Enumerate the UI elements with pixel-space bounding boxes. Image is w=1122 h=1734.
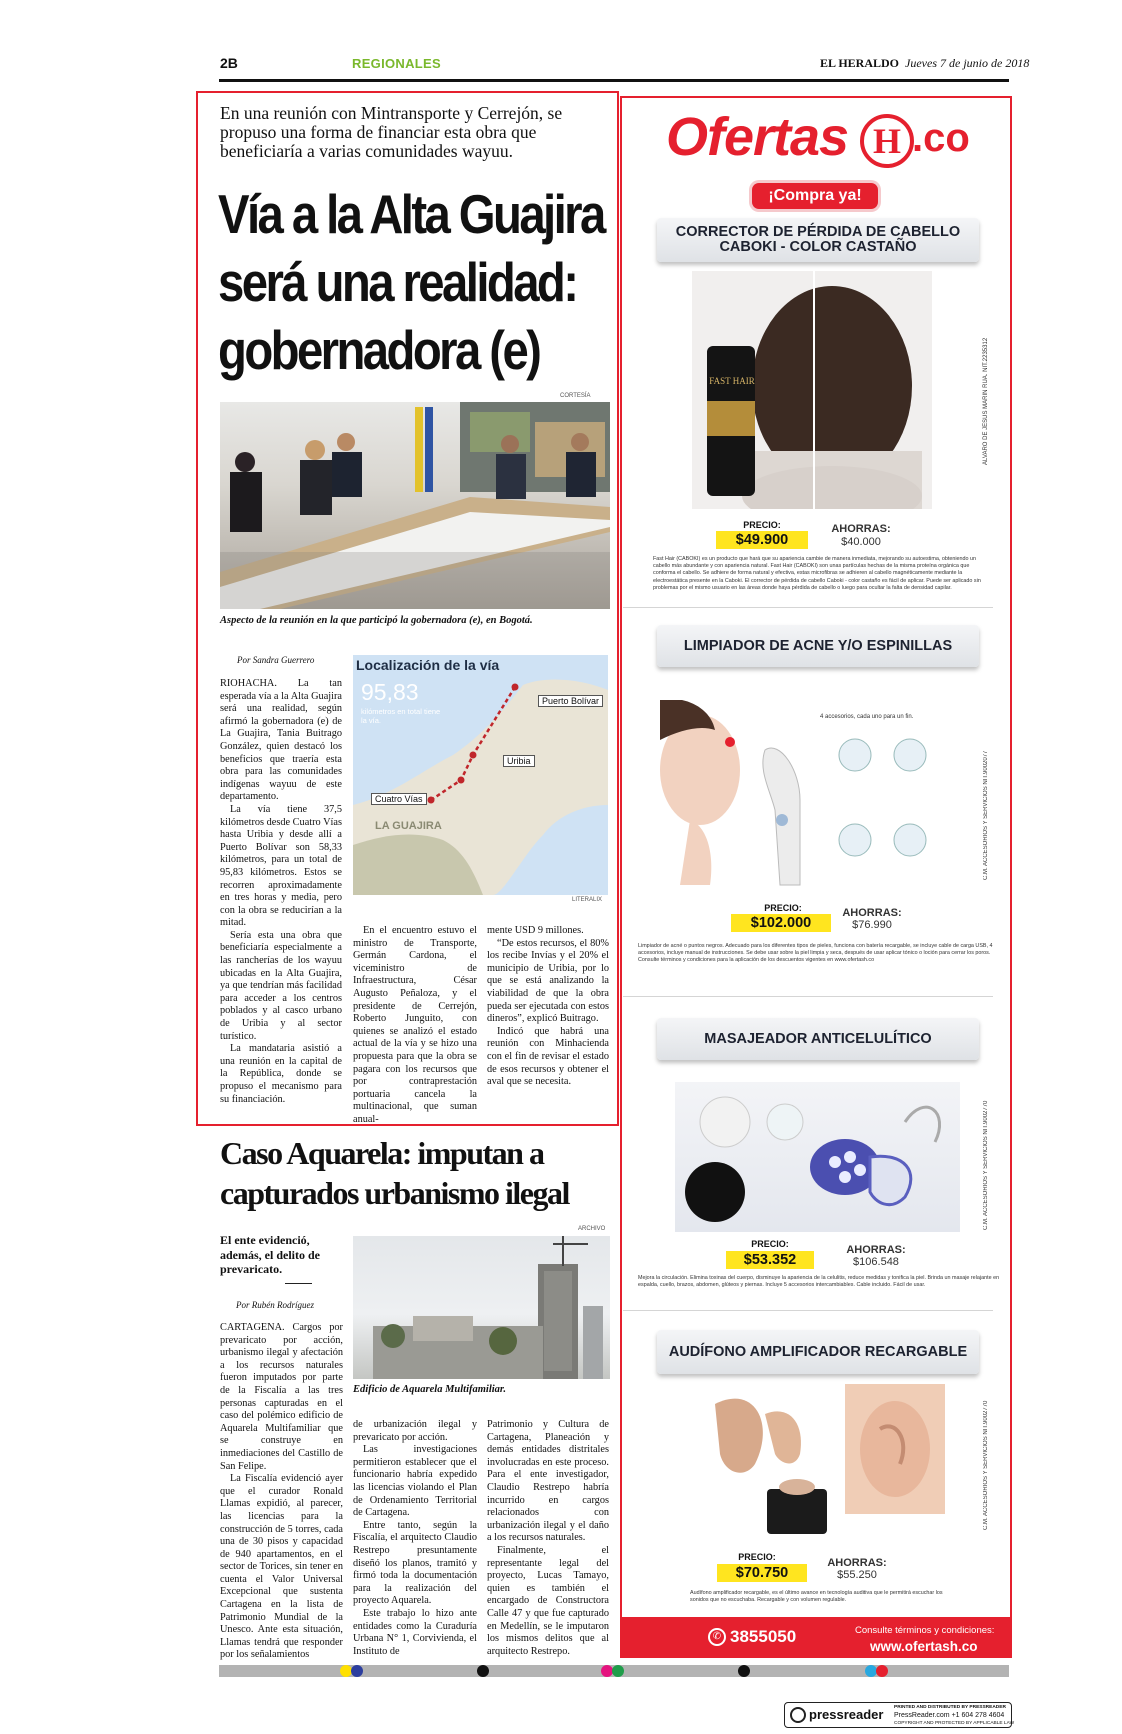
price-label: PRECIO: — [738, 1552, 776, 1562]
product-description: Limpiador de acné o puntos negros. Adecuado para los diferentes tipos de pieles, funciona con batería recargable, se incluye cable de carga USB, 4 accesorios, incluye manual de instrucciones. Se debe usar sobre la piel limpia y seca, después de usar aplicar tónico o loción para cerrar los poros. Consulte términos y condiciones para la aplicación de los descuentos vigentes en www.ofertash.co — [638, 943, 993, 964]
article2-column-2 — [353, 1419, 477, 1658]
product-brand: FAST HAIR — [709, 376, 755, 386]
savings-label: AHORRAS: — [842, 907, 902, 919]
logo-ofertas: Ofertas — [666, 107, 849, 167]
article1-headline: Vía a la Alta Guajira será una realidad: gobernadora (e) — [218, 183, 604, 381]
accessories-note: 4 accesorios, cada uno para un fin. — [820, 714, 914, 720]
contact-phone[interactable]: 3855050 — [730, 1627, 797, 1646]
photo-caption: Edificio de Aquarela Multifamiliar. — [353, 1384, 507, 1395]
meeting-photo — [220, 402, 610, 609]
article2-column-3 — [487, 1419, 609, 1658]
logo-h-badge: H — [860, 114, 914, 168]
product-image-massager — [675, 1082, 960, 1232]
product-description: Mejora la circulación. Elimina toxinas del cuerpo, disminuye la apariencia de la celulitis, reduce medidas y tonifica la piel. Brinda un masaje relajante en espalda, cuello, brazos, abdomen, glúteos y piernas. Incluye 5 accesorios intercambiables. Cable incluido. Fácil de usar. — [638, 1275, 1000, 1289]
article1-column-1 — [220, 678, 342, 1106]
paragraph: Sería esta una obra que beneficiaría especialmente a las rancherías de los wayuu ubicadas en la Alta Guajira, ya que tendrían más facilidad para acceder a los centros poblados y al casco urbano de Uribia y al sector turístico. — [220, 929, 342, 1042]
paragraph: La Fiscalía evidenció ayer que el curador Ronald Llamas expidió, al parecer, las licencias para la construcción de 5 torres, cada una de 30 pisos y capacidad de 940 apartamentos, en el sector de Torices, sin tener en cuenta el Valor Universal Excepcional que sustenta Cartagena en la lista de Patrimonio Mundial de la Unesco. Ante esta situación, Llamas tendrá que responder por los señalamientos — [220, 1473, 343, 1661]
article1-column-3 — [487, 925, 609, 1089]
divider — [623, 607, 993, 608]
product-image-hearing-aid — [695, 1384, 945, 1544]
savings-value: $40.000 — [841, 536, 881, 548]
logo-tld: .co — [912, 116, 970, 160]
product-title: CORRECTOR DE PÉRDIDA DE CABELLO CABOKI - COLOR CASTAÑO — [657, 218, 979, 262]
acne-cleaner-illustration — [660, 700, 940, 890]
map-label-uribia: Uribia — [503, 755, 535, 767]
meeting-illustration — [220, 402, 610, 609]
paragraph: Entre tanto, según la Fiscalía, el arquitecto Claudio Restrepo presuntamente diseñó los planos, tramitó y firmó toda la documentación para la realización del proyecto Aquarela. — [353, 1519, 477, 1607]
pressreader-wordmark: pressreader — [809, 1707, 884, 1722]
hair-product-illustration — [692, 271, 932, 509]
seller-code: C.M. ACCESORIOS Y SERVICIOS NIT.9002770 — [983, 1400, 989, 1530]
savings-label: AHORRAS: — [827, 1557, 887, 1569]
product-title: LIMPIADOR DE ACNE Y/O ESPINILLAS — [657, 625, 979, 667]
ad-website-link[interactable]: www.ofertash.co — [870, 1639, 978, 1654]
seller-code: C.M. ACCESORIOS Y SERVICIOS NIT.9002077 — [983, 750, 989, 880]
article2-headline: Caso Aquarela: imputan a capturados urbanismo ilegal — [220, 1135, 569, 1211]
price-label: PRECIO: — [751, 1239, 789, 1249]
page-number: 2B — [220, 55, 238, 71]
paragraph: Indicó que habrá una reunión con Minhacienda con el fin de revisar el estado de esos recursos y obtener el aval que se necesita. — [487, 1025, 609, 1088]
paragraph: “De estos recursos, el 80% los recibe Invías y el 20% el municipio de Uribia, por lo que se está analizando la viabilidad de que la obra pueda ser ejecutada con estos dineros”, explicó Buitrago. — [487, 937, 609, 1025]
header-rule — [219, 79, 1009, 82]
price-value: $102.000 — [731, 914, 831, 932]
photo-credit: ARCHIVO — [578, 1226, 606, 1232]
byline: Por Sandra Guerrero — [237, 655, 315, 665]
divider — [623, 1310, 993, 1311]
article1-summary: En una reunión con Mintransporte y Cerrejón, se propuso una forma de financiar esta obra que beneficiaría a varias comunidades wayuu. — [220, 103, 563, 161]
issue-date: Jueves 7 de junio de 2018 — [905, 56, 1030, 70]
divider — [623, 996, 993, 997]
price-value: $70.750 — [717, 1564, 807, 1582]
price-label: PRECIO: — [743, 520, 781, 530]
section-name: REGIONALES — [352, 56, 441, 71]
paragraph: En el encuentro estuvo el ministro de Transporte, Germán Cardona, el viceministro de Infraestructura, César Augusto Peñaloza, y el presidente de Cerrejón, Roberto Junguito, con quienes se analizó el estado actual de la vía y se hizo una propuesta para que la obra se pagara con los recursos que por contraprestación portuaria cancela la multinacional, que suman anual- — [353, 925, 477, 1125]
savings-value: $106.548 — [853, 1256, 899, 1268]
product-image-hair — [692, 271, 932, 509]
savings-label: AHORRAS: — [831, 523, 891, 535]
print-note: PRINTED AND DISTRIBUTED BY PRESSREADER — [894, 1705, 1006, 1710]
paragraph: Finalmente, el representante legal del proyecto, Lucas Tamayo, quien es también el encargado de Constructora Calle 47 y que fue capturado en Medellín, se le imputaron los mismos delitos que al arquitecto Restrepo. — [487, 1544, 609, 1657]
building-photo — [353, 1236, 610, 1379]
whatsapp-icon: ✆ — [708, 1628, 726, 1646]
paragraph: La mandataria asistió a una reunión en la capital de la República, donde se propuso el mecanismo para su financiación. — [220, 1043, 342, 1105]
compra-ya-button[interactable]: ¡Compra ya! — [752, 183, 878, 209]
registration-mark-black — [477, 1665, 489, 1677]
price-value: $53.352 — [726, 1251, 814, 1269]
paper-name: EL HERALDO — [820, 56, 900, 70]
price-label: PRECIO: — [764, 903, 802, 913]
terms-note: Consulte términos y condiciones: — [855, 1625, 995, 1636]
product-description: Fast Hair (CABOKI) es un producto que hará que su apariencia cambie de manera inmediata, mejorando su autoestima, obteniendo un cabello más abundante y con apariencia natural. Fast Hair (CABOKI) son unas partículas hechas de la misma proteína orgánica que conforma el cabello. Se adhiere de forma natural y efectiva, estas microfibras se adhieren al cabello magnéticamente mediante la electroestática presente en la Caboki. El corrector de pérdida de cabello Caboki - color castaño es fácil de aplicar. Puede ser aplicado sin problemas por el mismo usuario en las áreas donde haya pérdida de cabello o luego para ocultar la falta de densidad capilar. — [653, 556, 981, 591]
location-map — [353, 655, 608, 895]
price-value: $49.900 — [716, 531, 808, 549]
savings-label: AHORRAS: — [846, 1244, 906, 1256]
paragraph: La vía tiene 37,5 kilómetros desde Cuatro Vías hasta Uribia y desde allí a Puerto Bolívar son 58,33 kilómetros, para un total de 95,83 kilómetros. Estos se recorren aproximadamente en tres horas y media, pero con la obra se reducirían a la mitad. — [220, 803, 342, 929]
paragraph: de urbanización ilegal y prevaricato por acción. — [353, 1419, 477, 1443]
masthead — [820, 56, 1029, 71]
paragraph: RIOHACHA. La tan esperada vía a la Alta Guajira será una realidad, según afirmó la gobernadora (e) de La Guajira, Tania Buitrago González, quien destacó los beneficios que traería esta obra para las comunidades indígenas wayuu de este departamento. — [220, 678, 342, 803]
savings-value: $55.250 — [837, 1569, 877, 1581]
map-title: Localización de la vía — [356, 657, 500, 673]
registration-mark-blue — [351, 1665, 363, 1677]
massager-illustration — [675, 1082, 960, 1232]
ofertash-logo — [660, 106, 970, 176]
photo-caption: Aspecto de la reunión en la que participó la gobernadora (e), en Bogotá. — [220, 615, 533, 626]
seller-code: ÁLVARO DE JESÚS MARIN RUA. NIT.2235312 — [983, 337, 989, 465]
building-illustration — [353, 1236, 610, 1379]
product-title: AUDÍFONO AMPLIFICADOR RECARGABLE — [657, 1330, 979, 1374]
seller-code: C.M. ACCESORIOS Y SERVICIOS NIT.9002770 — [983, 1100, 989, 1230]
map-label-puerto-bolivar: Puerto Bolívar — [538, 695, 603, 707]
hearing-aid-illustration — [695, 1384, 945, 1544]
article2-column-1 — [220, 1322, 343, 1662]
article1-column-2 — [353, 925, 477, 1127]
pressreader-badge[interactable] — [784, 1702, 1015, 1728]
paragraph: Este trabajo lo hizo ante entidades como la Curaduría Urbana N° 1, Corvivienda, el Instituto de — [353, 1607, 477, 1657]
paragraph: Las investigaciones permitieron establecer que el funcionario habría expedido las licencias violando el Plan de Ordenamiento Territorial de Cartagena. — [353, 1444, 477, 1519]
deck-rule — [285, 1283, 312, 1284]
product-image-acne — [660, 700, 940, 890]
map-credit: LITERALIX — [572, 897, 603, 903]
pressreader-icon — [790, 1707, 806, 1723]
product-title: MASAJEADOR ANTICELULÍTICO — [657, 1018, 979, 1060]
map-label-la-guajira: LA GUAJIRA — [375, 820, 442, 832]
product-description: Audífono amplificador recargable, es el último avance en tecnología auditiva que le permitirá escuchar los sonidos que no escuchaba. Recargable y con volumen regulable. — [690, 1590, 943, 1604]
map-total-note: kilómetros en total tiene la vía. — [361, 707, 441, 725]
photo-credit: CORTESÍA — [560, 393, 591, 399]
savings-value: $76.990 — [852, 919, 892, 931]
registration-mark-black — [738, 1665, 750, 1677]
article2-deck: El ente evidenció, además, el delito de prevaricato. — [220, 1233, 320, 1276]
pressreader-contact: PressReader.com +1 604 278 4604 — [894, 1712, 1005, 1719]
paragraph: mente USD 9 millones. — [487, 925, 584, 936]
map-total: 95,83 — [361, 679, 419, 705]
paragraph: CARTAGENA. Cargos por prevaricato por acción, urbanismo ilegal y afectación a los recursos naturales fueron imputados por parte de la Fiscalía a las tres personas capturadas en el caso del polémico edificio de Aquarela Multifamiliar que se construye en inmediaciones del Castillo de San Felipe. — [220, 1322, 343, 1472]
map-label-cuatro-vias: Cuatro Vías — [371, 793, 427, 805]
registration-mark-green — [612, 1665, 624, 1677]
registration-mark-red — [876, 1665, 888, 1677]
paragraph: Patrimonio y Cultura de Cartagena, Planeación y demás entidades distritales involucradas en este proceso. Para el ente investigador, Claudio Restrepo habría incurrido en cargos relacionados con urbanización ilegal y el daño a los recursos naturales. — [487, 1419, 609, 1544]
copyright-note: COPYRIGHT AND PROTECTED BY APPLICABLE LAW — [894, 1721, 1015, 1726]
byline: Por Rubén Rodríguez — [236, 1300, 314, 1310]
